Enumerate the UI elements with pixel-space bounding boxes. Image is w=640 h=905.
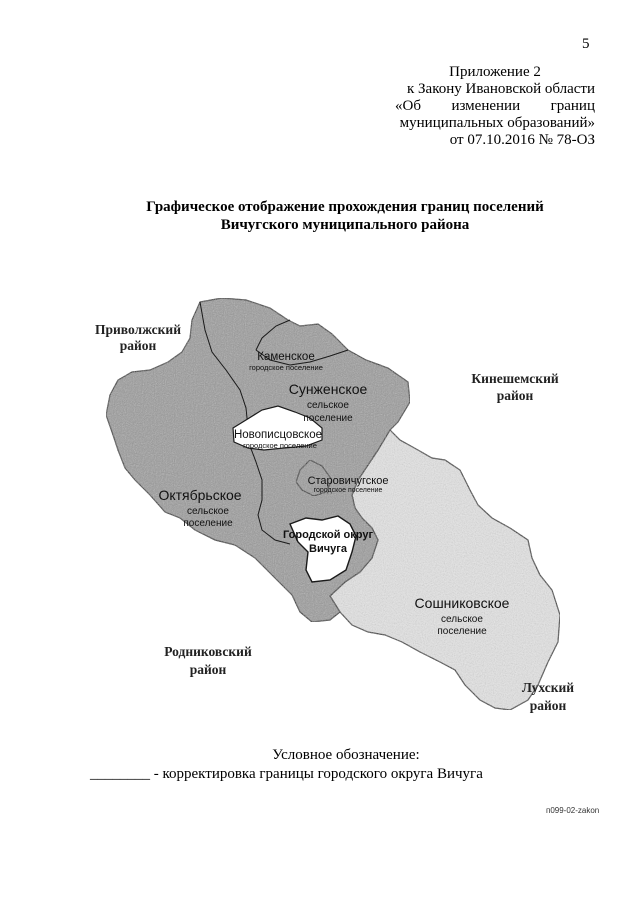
appendix-title: Приложение 2	[449, 64, 541, 80]
rodnikovsky-label-1: Родниковский	[164, 644, 252, 659]
appendix-law-name-line	[395, 98, 595, 115]
sunzhenskoe-label-1: Сунженское	[288, 381, 368, 397]
soshnikovskoe-label-1: Сошниковское	[414, 595, 510, 611]
appendix-word: изменении	[451, 98, 521, 114]
appendix-law-line: к Закону Ивановской области	[406, 81, 595, 97]
lukhsky-label-2: район	[529, 698, 567, 713]
starovichugskoe-label-1: Старовичугское	[307, 475, 389, 487]
page-number: 5	[582, 36, 590, 52]
appendix-date-number: от 07.10.2016 № 78-ОЗ	[449, 132, 595, 148]
kineshemsky-label-1: Кинешемский	[471, 371, 559, 386]
appendix-word: «Об	[395, 98, 421, 114]
vichuga-label-1: Городской округ	[282, 529, 374, 541]
privolzhsky-label-1: Приволжский	[94, 322, 182, 337]
title-line-2: Вичугского муниципального района	[220, 217, 470, 233]
soshnikovskoe-label-3: поселение	[437, 626, 487, 637]
kamenskoe-label-1: Каменское	[257, 351, 315, 363]
oktyabrskoe-label-1: Октябрьское	[158, 487, 242, 503]
kamenskoe-label-2: городское поселение	[249, 363, 323, 372]
oktyabrskoe-label-2: сельское	[187, 506, 229, 517]
kineshemsky-label-2: район	[496, 388, 534, 403]
district-map	[0, 290, 640, 730]
legend-item	[90, 766, 483, 783]
legend-text: - корректировка границы городского округа Вичуга	[153, 766, 483, 782]
sunzhenskoe-label-3: поселение	[303, 413, 353, 424]
legend-underline: ________	[90, 766, 150, 782]
title-line-1: Графическое отображение прохождения границ поселений	[146, 199, 544, 215]
sunzhenskoe-label-2: сельское	[307, 400, 349, 411]
appendix-word: границ	[550, 98, 595, 114]
lukhsky-label-1: Лухский	[521, 680, 575, 695]
document-code: п099-02-zakon	[546, 806, 600, 815]
novopistsovskoe-label-2: городское поселение	[243, 441, 317, 450]
privolzhsky-label-2: район	[119, 338, 157, 353]
rodnikovsky-label-2: район	[189, 662, 227, 677]
vichuga-label-2: Вичуга	[309, 543, 347, 555]
starovichugskoe-label-2: городское поселение	[313, 487, 383, 494]
appendix-law-name-cont: муниципальных образований»	[399, 115, 595, 131]
novopistsovskoe-label-1: Новописцовское	[233, 429, 323, 441]
soshnikovskoe-label-2: сельское	[441, 614, 483, 625]
document-title	[0, 198, 640, 234]
appendix-header	[395, 64, 595, 149]
legend-title: Условное обозначение:	[272, 747, 420, 763]
oktyabrskoe-label-3: поселение	[183, 518, 233, 529]
soshnikovskoe-area	[330, 430, 560, 710]
